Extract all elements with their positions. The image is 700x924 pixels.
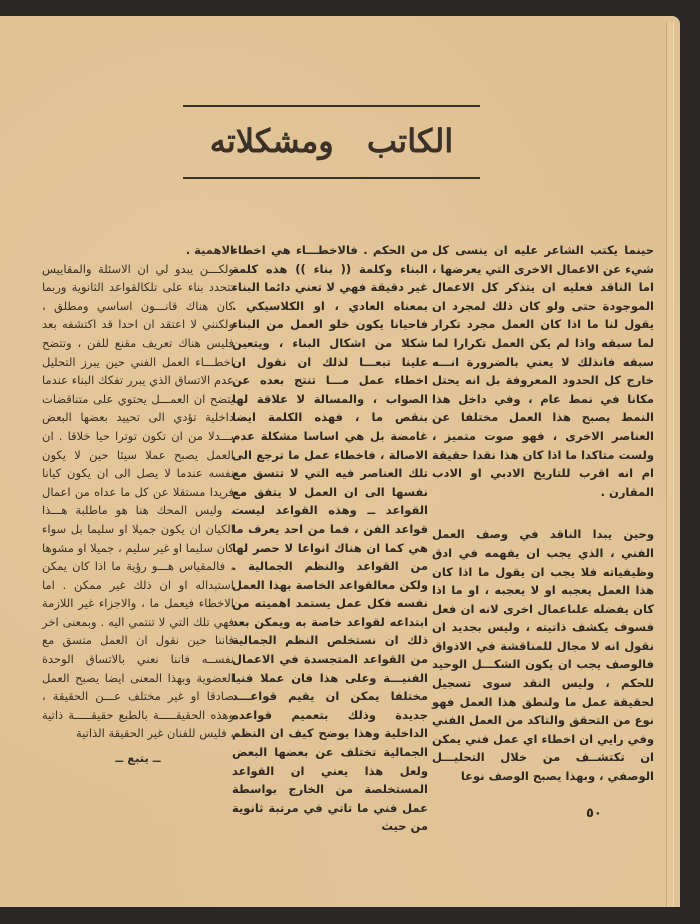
paragraph: ولكـــن يبدو لي ان الاسئلة والمقاييس تتحدد بناء على تلكالقواعد الثانوية وربما كان هناك قانـــون اساسي ومطلق ، ولكنني لا اعتقد ان احدا قد اكتشفه بعد فليس هناك تعريف مقنع للفن ، وتتضح اخطـــاء العمل الفني حين يبرز التحليل عدم الاتساق الذي يبرر تفكك البناء عندما يتضح ان العمـــل يحتوي على متناقضات داخلية تؤدي الى تحييد بعضها البعض بـــدلا من ان تكون توترا حيا خلاقا . ان العمل يصبح عملا سيئا حين لا يكون نفسه عندما لا يصل الى ان يكون كيانا فريدا مستقلا عن كل ما عداه من اعمال . وليس المحك هنا هو ماطلبة هـــذا الكيان ان يكون جميلا او سليما بل سواء كان سليما او غير سليم ، جميلا او مشوها ، فالمقياس هـــو رؤية ما اذا كان يمكن استبداله او ان ذلك غير ممكن . اما الاخطاء فيعمل ما ، والاجزاء غير اللازمة فهي تلك التي لا تنتمي اليه . وبمعنى اخر فاننا حين نقول ان العمل متسق مع نفســه فاننا نعني بالاتساق الوحدة العضوية وبهذا المعنى ايضا يصبح العمل صادقا او غير مختلف عـــن الحقيقة ، وهذه الحقيقـــــة بالطبع حقيقـــــة ذاتية ، فليس للفنان غير الحقيقة الذاتية <box>42 261 234 741</box>
page-edge <box>666 22 674 907</box>
column-middle <box>232 241 428 836</box>
paragraph: من الحكم . فالاخطـــاء هي اخطاء البناء وكلمة (( بناء )) هذه كلمة غير دقيقة فهي لا تعني دائما البناء بمعناه العادي ، او الكلاسيكي . فاحيانا يكون خلو العمل من البناء شكلا من اشكال البناء ، ويتعين علينا تبعـــا لذلك ان نقول ان اخطاء عمل مـــا تنتج بعده عن الصواب ، والمسالة لا علاقة لها بنقص ما ، فهذه الكلمة ايضا غامضة بل هي اساسا مشكلة عدم الاصالة ، فاخطاء عمل ما ترجع الى تلك العناصر فيه التي لا تتسق مع نفسها الى ان العمل لا يتفق مع القواعد ــ وهذه القواعد ليست قواعد الفن ، فما من احد يعرف ما هي كما ان هناك انواعا لا حصر لها من القواعد والنظم الجمالية . ولكن معالقواعد الخاصة بهذا العمل نفسه فكل عمل يستمد اهميته من ابتداعه لقواعد خاصة به ويمكن بعد ذلك ان نستخلص النظم الجمالية من القواعد المتجسدة في الاعمال الفنيـــة وعلى هذا فان عملا فنيا مختلفا يمكن ان يقيم قواعـــد جديدة وذلك بتعميم قواعده الداخلية وهذا يوضح كيف ان النظم الجمالية تختلف عن بعضها البعض ولعل هذا يعني ان القواعد المستخلصة من الخارج بواسطة عمل فني ما تاتي في مرتبة ثانوية من حيث <box>232 243 428 834</box>
paragraph: وحين يبدا الناقد في وصف العمل الفني ، الذي يجب ان يفهمه في ادق وظيفياته فلا يجب ان يقول ما اذا كان هذا العمل يعجبه او لا يعجبه ، او ما اذا كان يفضله علىاعمال اخرى لانه ان فعل فسوف يكشف ذاتيته ، وليس بجديد ان نقول انه لا مجال للمناقشة في الاذواق فالوصف يجب ان يكون الشكـــل الوحيد للحكم ، وليس النقد سوى تسجيل لحقيقة عمل ما ولنطق هذا العمل فهو نوع من التحقق والتاكد من العمل الفني وفي رايي ان اخطاء اي عمل فني يمكن ان تكتشــف من خلال التحليـــل الوصفي ، وبهذا يصبح الوصف نوعا <box>432 527 654 784</box>
column-right <box>432 241 654 786</box>
article-title: الكاتب ومشكلاته <box>209 122 454 160</box>
title-rule-bottom <box>183 177 480 179</box>
paragraph-lead: الاهمية . <box>185 243 234 257</box>
paragraph: حينما يكتب الشاعر عليه ان ينسى كل شيء عن الاعمال الاخرى التي يعرضها ، اما الناقد فعليه ان يتذكر كل الاعمال الموجودة حتى ولو كان ذلك لمجرد ان يقول لنا ما اذا كان العمل مجرد تكرار لما سبقه واذا لم يكن العمل تكرارا لما سبقه فانذلك لا يعني بالضرورة انـــه خارج كل الحدود المعروفة بل انه يحتل مكانا في نمط عام ، وفي داخل هذا النمط يصبح هذا العمل مختلفا عن العناصر الاخرى ، فهو صوت متميز ، ولست متاكدا ما اذا كان هذا نقدا حقيقة ام انه اقرب للتاريخ الادبي او الادب المقارن . <box>432 243 654 499</box>
page-number: ٥٠ <box>586 806 602 821</box>
continued-marker: ــ يتبع ــ <box>115 751 161 766</box>
magazine-page <box>0 16 680 907</box>
title-rule-top <box>183 105 480 107</box>
column-left <box>42 241 234 768</box>
